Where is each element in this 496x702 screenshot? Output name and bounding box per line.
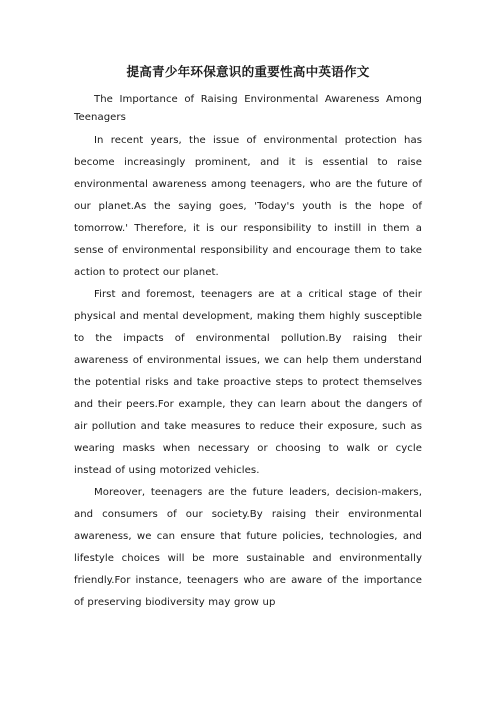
document-page	[74, 62, 422, 614]
paragraph-1: In recent years, the issue of environmental protection has become increasingly prominent, and it is essential to raise environmental awareness among teenagers, who are the future of our planet.As the saying goes, 'Today's youth is the hope of tomorrow.' Therefore, it is our responsibility to instill in them a sense of environmental responsibility and encourage them to take action to protect our planet.	[74, 135, 422, 278]
paragraph-2: First and foremost, teenagers are at a critical stage of their physical and mental development, making them highly susceptible to the impacts of environmental pollution.By raising their awareness of environmental issues, we can help them understand the potential risks and take proactive steps to protect themselves and their peers.For example, they can learn about the dangers of air pollution and take measures to reduce their exposure, such as wearing masks when necessary or choosing to walk or cycle instead of using motorized vehicles.	[74, 289, 422, 476]
document-title: 提高青少年环保意识的重要性高中英语作文	[126, 64, 370, 79]
essay-heading: The Importance of Raising Environmental Awareness Among Teenagers	[74, 94, 422, 123]
paragraph-3: Moreover, teenagers are the future leaders, decision-makers, and consumers of our society.By raising their environmental awareness, we can ensure that future policies, technologies, and lifestyle choices will be more sustainable and environmentally friendly.For instance, teenagers who are aware of the importance of preserving biodiversity may grow up	[74, 487, 422, 608]
